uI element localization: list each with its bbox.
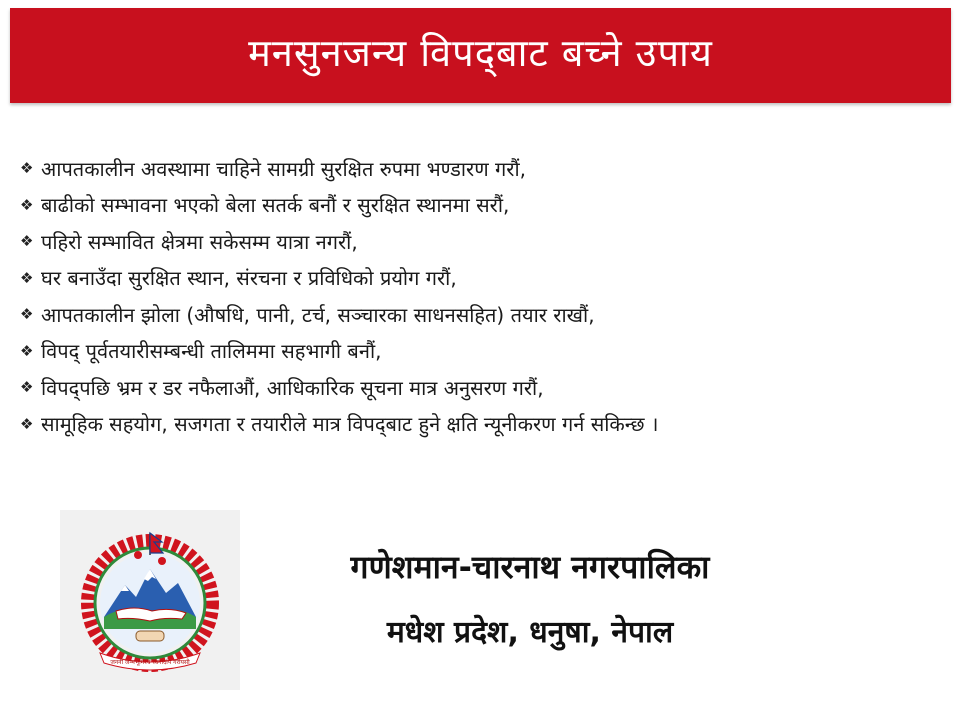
list-item: [20, 260, 940, 297]
list-item: [20, 296, 940, 333]
emblem-caption: जननी जन्मभूमिश्च स्वर्गादपि गरीयसी: [110, 659, 190, 666]
tip-text: बाढीको सम्भावना भएको बेला सतर्क बनौं र सुरक्षित स्थानमा सरौं,: [41, 193, 510, 218]
tip-text: विपद्‌पछि भ्रम र डर नफैलाऔं, आधिकारिक सूचना मात्र अनुसरण गरौं,: [41, 375, 544, 400]
diamond-dots-bullet-icon: ❖: [20, 159, 34, 178]
tips-list: [20, 150, 940, 442]
emblem-panel: [60, 510, 240, 690]
diamond-dots-bullet-icon: ❖: [20, 414, 34, 433]
nepal-coat-of-arms-icon: [70, 525, 230, 675]
tip-text: सामूहिक सहयोग, सजगता र तयारीले मात्र विपद्‌बाट हुने क्षति न्यूनीकरण गर्न सकिन्छ ।: [41, 412, 659, 437]
diamond-dots-bullet-icon: ❖: [20, 268, 34, 287]
diamond-dots-bullet-icon: ❖: [20, 232, 34, 251]
list-item: [20, 187, 940, 224]
page-title: मनसुनजन्य विपद्‌बाट बच्ने उपाय: [248, 30, 713, 75]
list-item: [20, 223, 940, 260]
tip-text: पहिरो सम्भावित क्षेत्रमा सकेसम्म यात्रा नगरौं,: [41, 229, 358, 254]
tip-text: आपतकालीन अवस्थामा चाहिने सामग्री सुरक्षित रुपमा भण्डारण गरौं,: [41, 156, 526, 181]
list-item: [20, 333, 940, 370]
diamond-dots-bullet-icon: ❖: [20, 305, 34, 324]
tip-text: घर बनाउँदा सुरक्षित स्थान, संरचना र प्रविधिको प्रयोग गरौं,: [41, 266, 457, 291]
tip-text: विपद्‌ पूर्वतयारीसम्बन्धी तालिममा सहभागी बनौं,: [41, 339, 382, 364]
list-item: [20, 369, 940, 406]
diamond-dots-bullet-icon: ❖: [20, 378, 34, 397]
list-item: [20, 406, 940, 443]
municipality-address: मधेश प्रदेश, धनुषा, नेपाल: [386, 615, 674, 650]
list-item: [20, 150, 940, 187]
municipality-name: गणेशमान-चारनाथ नगरपालिका: [350, 548, 710, 586]
tip-text: आपतकालीन झोला (औषधि, पानी, टर्च, सञ्चारका साधनसहित) तयार राखौं,: [41, 302, 595, 327]
title-banner: [10, 8, 951, 103]
diamond-dots-bullet-icon: ❖: [20, 341, 34, 360]
diamond-dots-bullet-icon: ❖: [20, 195, 34, 214]
